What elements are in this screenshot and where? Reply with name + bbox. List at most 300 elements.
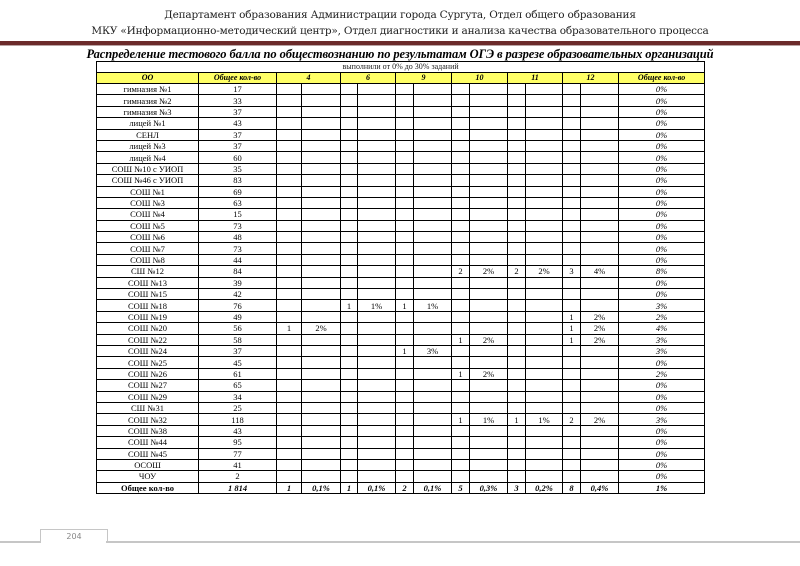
total-count: 25 [199,402,277,413]
score-11-count: 1 [508,414,526,425]
score-12-pct [581,277,619,288]
score-6-pct [358,175,396,186]
score-12-pct: 2% [581,323,619,334]
score-11-pct [526,197,563,208]
score-10-count: 1 [452,414,470,425]
score-9-pct [414,254,452,265]
total-count: 84 [199,266,277,277]
score-12-count: 8 [563,482,581,493]
score-11-pct [526,300,563,311]
score-10-count [452,357,470,368]
total-pct: 0% [619,425,705,436]
table-row [97,380,705,391]
score-10-pct [470,95,508,106]
score-11-pct [526,391,563,402]
score-6-count [341,334,358,345]
total-count: 39 [199,277,277,288]
footer-rule-left [0,541,40,543]
score-4-pct [302,140,341,151]
score-12-pct [581,368,619,379]
score-9-pct: 0,1% [414,482,452,493]
score-9-count [396,152,414,163]
total-count: 58 [199,334,277,345]
org-name: гимназия №3 [97,106,199,117]
score-10-pct [470,459,508,470]
score-4-count [277,95,302,106]
score-10-pct [470,129,508,140]
score-10-count [452,300,470,311]
score-11-pct [526,140,563,151]
score-6-pct [358,289,396,300]
score-12-count [563,402,581,413]
score-4-pct [302,106,341,117]
total-pct: 0% [619,437,705,448]
total-count: 44 [199,254,277,265]
score-4-pct [302,402,341,413]
score-9-count [396,368,414,379]
score-11-pct [526,243,563,254]
score-4-pct [302,209,341,220]
org-name: СОШ №24 [97,345,199,356]
score-9-count [396,84,414,95]
score-4-count [277,186,302,197]
score-6-pct [358,118,396,129]
score-9-count [396,289,414,300]
org-name: СОШ №5 [97,220,199,231]
total-pct: 0% [619,243,705,254]
score-12-pct [581,425,619,436]
score-9-pct [414,334,452,345]
score-9-pct [414,311,452,322]
score-4-pct [302,437,341,448]
score-6-pct [358,380,396,391]
score-4-pct: 2% [302,323,341,334]
score-4-pct [302,391,341,402]
score-11-pct [526,106,563,117]
org-name: гимназия №2 [97,95,199,106]
score-10-pct: 2% [470,334,508,345]
score-11-count [508,243,526,254]
score-4-pct [302,232,341,243]
total-pct: 0% [619,152,705,163]
score-11-count: 2 [508,266,526,277]
score-9-pct [414,289,452,300]
score-6-count [341,414,358,425]
score-9-count: 1 [396,300,414,311]
score-11-count [508,152,526,163]
score-9-count [396,391,414,402]
score-4-pct [302,277,341,288]
score-11-pct [526,471,563,482]
score-6-pct [358,106,396,117]
score-11-pct [526,380,563,391]
score-4-count [277,243,302,254]
table-row [97,140,705,151]
score-12-count [563,129,581,140]
score-12-pct [581,186,619,197]
score-11-count [508,289,526,300]
score-11-count [508,106,526,117]
score-12-pct [581,300,619,311]
total-pct: 2% [619,368,705,379]
score-9-count [396,414,414,425]
score-12-count [563,197,581,208]
score-10-count [452,175,470,186]
score-4-count [277,334,302,345]
table-row [97,186,705,197]
score-11-count [508,186,526,197]
score-4-pct [302,380,341,391]
org-name: СОШ №29 [97,391,199,402]
score-10-count: 1 [452,334,470,345]
score-10-pct [470,345,508,356]
total-pct: 0% [619,106,705,117]
org-name: СОШ №26 [97,368,199,379]
score-10-count: 2 [452,266,470,277]
score-4-pct [302,448,341,459]
total-pct: 0% [619,471,705,482]
table-row [97,266,705,277]
score-9-count [396,334,414,345]
score-4-pct [302,175,341,186]
score-9-pct [414,357,452,368]
table-row [97,289,705,300]
score-6-count [341,311,358,322]
score-9-count [396,186,414,197]
score-10-pct [470,209,508,220]
score-10-pct [470,391,508,402]
score-11-count [508,345,526,356]
score-11-count [508,368,526,379]
score-6-count [341,243,358,254]
org-name: СЕНЛ [97,129,199,140]
score-6-count [341,357,358,368]
score-11-count [508,277,526,288]
score-12-count [563,140,581,151]
total-count: 48 [199,232,277,243]
col-header-score-11: 11 [508,73,563,84]
score-4-count [277,345,302,356]
score-10-pct [470,380,508,391]
score-9-pct [414,197,452,208]
score-9-pct [414,277,452,288]
total-count: 17 [199,84,277,95]
org-name: СОШ №10 с УИОП [97,163,199,174]
score-4-count [277,163,302,174]
score-11-pct [526,220,563,231]
score-10-pct [470,232,508,243]
org-name: СОШ №32 [97,414,199,425]
score-9-pct [414,163,452,174]
score-6-count [341,323,358,334]
table-row [97,414,705,425]
score-10-count [452,380,470,391]
score-4-pct [302,311,341,322]
score-4-count [277,402,302,413]
score-11-count [508,197,526,208]
score-10-pct [470,175,508,186]
score-9-count [396,95,414,106]
score-12-count [563,380,581,391]
score-6-pct [358,152,396,163]
score-10-pct [470,277,508,288]
score-11-pct [526,84,563,95]
total-count: 33 [199,95,277,106]
score-11-pct [526,254,563,265]
score-12-pct [581,380,619,391]
score-4-count [277,232,302,243]
score-12-pct [581,232,619,243]
score-10-pct [470,357,508,368]
table-row [97,402,705,413]
score-9-count [396,266,414,277]
score-4-pct [302,300,341,311]
score-9-pct [414,152,452,163]
table-row [97,163,705,174]
total-count: 76 [199,300,277,311]
table-row [97,220,705,231]
table-row [97,425,705,436]
score-11-count [508,311,526,322]
score-12-pct [581,357,619,368]
score-11-pct [526,152,563,163]
org-name: СОШ №22 [97,334,199,345]
score-4-count [277,118,302,129]
score-4-pct [302,289,341,300]
score-11-count: 3 [508,482,526,493]
org-name: СОШ №20 [97,323,199,334]
score-6-count [341,254,358,265]
score-12-count [563,300,581,311]
total-count: 34 [199,391,277,402]
table-subtitle: выполнили от 0% до 30% заданий [97,62,705,73]
score-12-pct [581,209,619,220]
org-name: СОШ №15 [97,289,199,300]
score-10-pct [470,425,508,436]
score-9-count [396,197,414,208]
score-10-pct [470,300,508,311]
score-6-pct [358,243,396,254]
score-6-pct [358,254,396,265]
score-12-pct [581,289,619,300]
score-12-count [563,459,581,470]
score-9-pct [414,220,452,231]
score-10-count [452,345,470,356]
table-row [97,345,705,356]
total-count: 69 [199,186,277,197]
score-4-pct [302,197,341,208]
table-row [97,129,705,140]
score-9-count [396,118,414,129]
total-count: 56 [199,323,277,334]
score-10-count [452,140,470,151]
score-6-pct [358,163,396,174]
score-9-count [396,311,414,322]
score-4-pct [302,357,341,368]
score-10-pct [470,186,508,197]
score-9-count [396,380,414,391]
score-10-count: 1 [452,368,470,379]
score-12-count [563,209,581,220]
score-12-count: 1 [563,323,581,334]
table-row [97,391,705,402]
score-11-count [508,209,526,220]
score-6-pct [358,197,396,208]
total-pct: 0% [619,129,705,140]
score-11-pct [526,345,563,356]
page-number: 204 [40,529,108,543]
score-10-pct: 1% [470,414,508,425]
total-pct: 0% [619,357,705,368]
score-4-count [277,414,302,425]
col-header-score-4: 4 [277,73,341,84]
score-4-count [277,129,302,140]
score-9-count [396,129,414,140]
score-11-pct [526,232,563,243]
score-4-pct [302,118,341,129]
total-count: 95 [199,437,277,448]
score-11-pct [526,402,563,413]
col-header-score-6: 6 [341,73,396,84]
table-row [97,471,705,482]
total-count: 45 [199,357,277,368]
score-12-count [563,357,581,368]
score-11-pct [526,323,563,334]
score-10-count [452,152,470,163]
score-9-count [396,140,414,151]
score-9-pct [414,414,452,425]
score-11-count [508,118,526,129]
score-11-count [508,129,526,140]
score-6-pct [358,140,396,151]
score-9-pct [414,437,452,448]
score-6-pct [358,277,396,288]
score-9-count [396,254,414,265]
score-6-count [341,345,358,356]
total-count: 15 [199,209,277,220]
score-10-count [452,391,470,402]
score-12-count [563,254,581,265]
score-6-count [341,152,358,163]
score-11-pct [526,368,563,379]
org-name: Общее кол-во [97,482,199,493]
score-6-count [341,266,358,277]
table-row [97,357,705,368]
total-pct: 0% [619,232,705,243]
score-10-count [452,459,470,470]
org-name: СОШ №4 [97,209,199,220]
score-4-count [277,289,302,300]
score-4-count [277,368,302,379]
total-count: 2 [199,471,277,482]
table-row [97,437,705,448]
col-header-score-10: 10 [452,73,508,84]
org-name: СОШ №13 [97,277,199,288]
score-6-pct [358,209,396,220]
score-4-pct [302,345,341,356]
summary-row [97,482,705,493]
score-6-count [341,106,358,117]
org-name: лицей №4 [97,152,199,163]
score-12-pct: 2% [581,414,619,425]
score-11-pct [526,311,563,322]
score-9-count [396,106,414,117]
score-12-count [563,448,581,459]
score-9-count [396,175,414,186]
score-9-pct [414,391,452,402]
header-divider [0,41,800,46]
score-11-count [508,334,526,345]
score-12-pct [581,437,619,448]
score-10-count [452,220,470,231]
score-9-pct [414,209,452,220]
score-12-pct [581,197,619,208]
score-4-pct [302,266,341,277]
score-4-pct [302,163,341,174]
score-10-pct [470,254,508,265]
score-10-pct [470,220,508,231]
score-11-count [508,175,526,186]
score-4-count [277,311,302,322]
total-pct: 0% [619,220,705,231]
score-6-pct [358,334,396,345]
total-count: 77 [199,448,277,459]
score-9-pct [414,118,452,129]
org-name: СОШ №6 [97,232,199,243]
total-pct: 2% [619,311,705,322]
score-9-pct [414,140,452,151]
score-9-count [396,425,414,436]
score-9-pct [414,175,452,186]
score-6-count: 1 [341,482,358,493]
score-6-pct [358,84,396,95]
total-pct: 0% [619,277,705,288]
table-row [97,84,705,95]
score-12-count [563,95,581,106]
score-4-count [277,391,302,402]
score-9-pct [414,425,452,436]
score-10-count [452,106,470,117]
score-6-count [341,391,358,402]
table-row [97,311,705,322]
score-11-pct [526,209,563,220]
score-12-count [563,84,581,95]
org-name: гимназия №1 [97,84,199,95]
score-11-count [508,448,526,459]
score-6-count [341,459,358,470]
score-4-pct [302,414,341,425]
score-12-pct [581,402,619,413]
score-6-count [341,209,358,220]
score-12-pct [581,175,619,186]
table-subtitle-row [97,62,705,73]
table-row [97,323,705,334]
score-12-pct [581,243,619,254]
score-10-pct: 0,3% [470,482,508,493]
score-12-pct: 4% [581,266,619,277]
score-10-pct [470,118,508,129]
org-name: СОШ №18 [97,300,199,311]
score-12-pct: 2% [581,334,619,345]
score-6-count [341,437,358,448]
org-name: СШ №12 [97,266,199,277]
score-6-count [341,175,358,186]
score-11-count [508,254,526,265]
total-pct: 3% [619,414,705,425]
score-9-pct [414,459,452,470]
score-11-count [508,391,526,402]
score-4-count [277,220,302,231]
